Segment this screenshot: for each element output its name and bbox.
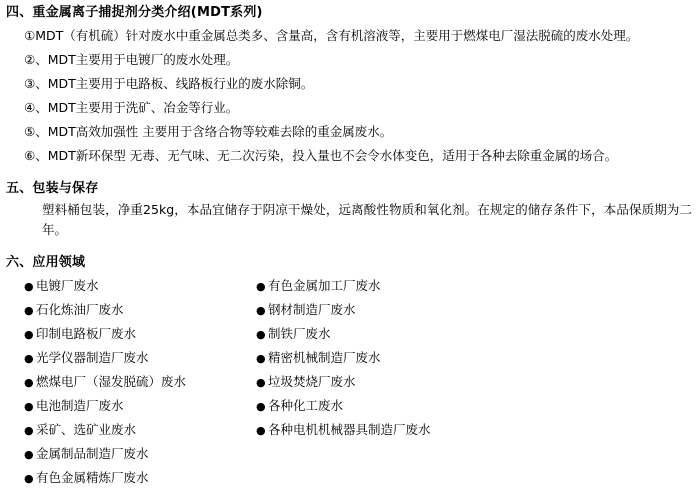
packaging-paragraph: 塑料桶包装，净重25kg，本品宜储存于阴凉干燥处，远离酸性物质和氧化剂。在规定的储存条件下，本品保质期为二年。: [42, 202, 692, 237]
list-item: [256, 418, 694, 442]
list-item-label: 采矿、选矿业废水: [36, 422, 137, 437]
bullet-icon: ●: [24, 400, 34, 413]
bullet-icon: ●: [256, 376, 266, 389]
list-item: [24, 322, 256, 346]
bullet-icon: ●: [24, 280, 34, 293]
bullet-icon: ●: [24, 448, 34, 461]
list-item: ②、MDT主要用于电镀厂的废水处理。: [24, 52, 239, 67]
bullet-icon: ●: [24, 424, 34, 437]
section-heading-intro: 四、重金属离子捕捉剂分类介绍(MDT系列): [6, 5, 263, 20]
list-item: [24, 418, 256, 442]
bullet-icon: ●: [24, 328, 34, 341]
section-heading-packaging: 五、包装与保存: [6, 181, 99, 196]
list-item: [256, 274, 694, 298]
list-item: [24, 442, 256, 466]
list-item: [256, 322, 694, 346]
list-item-label: 电镀厂废水: [36, 278, 99, 293]
bullet-icon: ●: [256, 280, 266, 293]
list-item-label: 各种化工废水: [268, 398, 344, 413]
intro-list: [6, 24, 694, 168]
list-item: [24, 466, 256, 490]
list-item: ③、MDT主要用于电路板、线路板行业的废水除铜。: [24, 76, 314, 91]
bullet-icon: ●: [256, 400, 266, 413]
bullet-icon: ●: [256, 328, 266, 341]
bullet-icon: ●: [24, 376, 34, 389]
list-item: [256, 298, 694, 322]
applications-column-left: [24, 274, 256, 490]
list-item: [24, 274, 256, 298]
list-item: [256, 370, 694, 394]
bullet-icon: ●: [256, 304, 266, 317]
list-item: [24, 394, 256, 418]
list-item-label: 光学仪器制造厂废水: [36, 350, 149, 365]
list-item: [256, 394, 694, 418]
list-item-label: 精密机械制造厂废水: [268, 350, 381, 365]
list-item: ⑥、MDT新环保型 无毒、无气味、无二次污染，投入量也不会令水体变色，适用于各种去除重金属的场合。: [24, 148, 618, 163]
list-item-label: 各种电机机械器具制造厂废水: [268, 422, 431, 437]
applications-column-right: [256, 274, 694, 490]
list-item-label: 金属制品制造厂废水: [36, 446, 149, 461]
section-heading-applications: 六、应用领域: [6, 255, 86, 270]
applications-grid: [6, 274, 694, 490]
list-item-label: 垃圾焚烧厂废水: [268, 374, 356, 389]
list-item-label: 钢材制造厂废水: [268, 302, 356, 317]
bullet-icon: ●: [24, 352, 34, 365]
list-item: [24, 370, 256, 394]
list-item-label: 燃煤电厂（湿发脱硫）废水: [36, 374, 187, 389]
list-item-label: 有色金属精炼厂废水: [36, 470, 149, 485]
bullet-icon: ●: [24, 472, 34, 485]
list-item: ①MDT（有机硫）针对废水中重金属总类多、含量高，含有机溶液等，主要用于燃煤电厂湿法脱硫的废水处理。: [24, 28, 639, 43]
spacer: [6, 240, 694, 254]
bullet-icon: ●: [256, 424, 266, 437]
list-item: ⑤、MDT高效加强性 主要用于含络合物等较难去除的重金属废水。: [24, 124, 393, 139]
list-item: [24, 298, 256, 322]
list-item-label: 制铁厂废水: [268, 326, 331, 341]
list-item: ④、MDT主要用于洗矿、冶金等行业。: [24, 100, 239, 115]
list-item-label: 电池制造厂废水: [36, 398, 124, 413]
spacer: [6, 168, 694, 180]
list-item: [256, 346, 694, 370]
bullet-icon: ●: [24, 304, 34, 317]
bullet-icon: ●: [256, 352, 266, 365]
list-item-label: 有色金属加工厂废水: [268, 278, 381, 293]
list-item-label: 石化炼油厂废水: [36, 302, 124, 317]
list-item-label: 印制电路板厂废水: [36, 326, 137, 341]
list-item: [24, 346, 256, 370]
